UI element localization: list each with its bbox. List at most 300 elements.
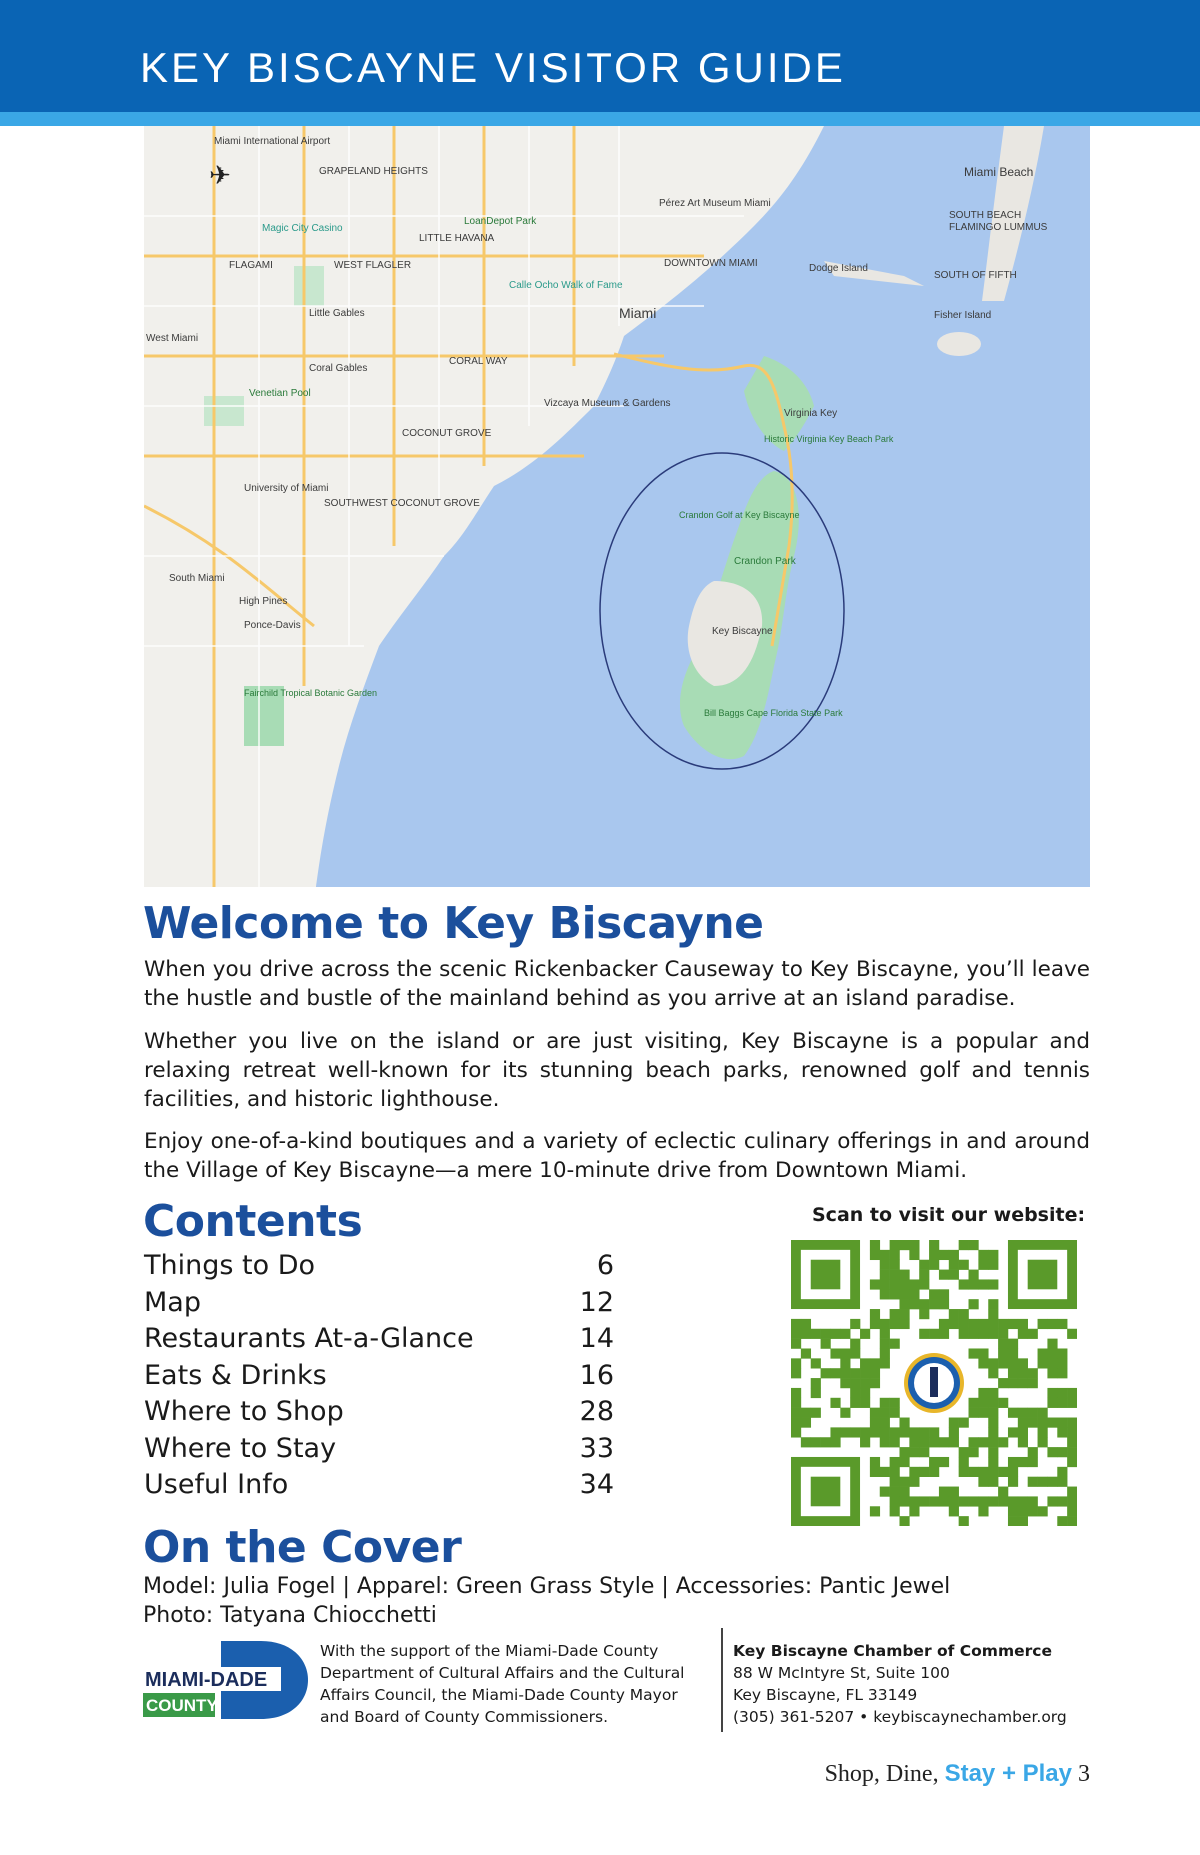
qr-module [1018,1368,1028,1378]
qr-module [821,1368,831,1378]
toc-row[interactable] [144,1396,614,1433]
qr-module [791,1339,801,1349]
qr-finder-pattern [1028,1260,1058,1290]
qr-module [929,1299,939,1309]
qr-module [909,1496,919,1506]
qr-module [959,1447,969,1457]
qr-module [969,1398,979,1408]
qr-module [1008,1358,1018,1368]
qr-module [899,1487,909,1497]
qr-module [1008,1506,1018,1516]
qr-module [850,1368,860,1378]
qr-module [1038,1418,1048,1428]
qr-module [1008,1319,1018,1329]
qr-module [860,1427,870,1437]
qr-module [949,1270,959,1280]
qr-module [988,1388,998,1398]
qr-module [988,1437,998,1447]
qr-module [870,1358,880,1368]
qr-module [1057,1358,1067,1368]
qr-module [988,1427,998,1437]
qr-module [880,1319,890,1329]
support-line: and Board of County Commissioners. [320,1708,609,1726]
chamber-address-1: 88 W McIntyre St, Suite 100 [733,1664,950,1682]
qr-module [1018,1329,1028,1339]
header-stripe [0,112,1200,126]
qr-module [899,1319,909,1329]
qr-module [1018,1516,1028,1526]
qr-module [959,1457,969,1467]
qr-module [978,1496,988,1506]
qr-module [1008,1457,1018,1467]
qr-module [899,1240,909,1250]
qr-finder-pattern [811,1477,841,1507]
qr-module [830,1437,840,1447]
qr-module [978,1329,988,1339]
footer-prefix: Shop, Dine, [824,1761,945,1787]
qr-module [830,1329,840,1339]
qr-module [1067,1398,1077,1408]
qr-module [988,1279,998,1289]
qr-module [850,1378,860,1388]
welcome-title: Welcome to Key Biscayne [143,898,764,949]
qr-module [791,1398,801,1408]
map-label-grapeland: GRAPELAND HEIGHTS [319,166,428,177]
qr-module [840,1358,850,1368]
toc-page: 6 [596,1250,614,1281]
footer-divider [721,1628,723,1732]
qr-module [1028,1477,1038,1487]
table-of-contents [144,1250,614,1506]
qr-module [791,1368,801,1378]
qr-module [919,1260,929,1270]
qr-module [998,1467,1008,1477]
map-label-magic-city: Magic City Casino [262,223,343,234]
qr-module [949,1250,959,1260]
qr-module [909,1447,919,1457]
qr-module [811,1437,821,1447]
qr-module [791,1329,801,1339]
qr-module [939,1270,949,1280]
qr-module [1008,1339,1018,1349]
toc-page: 28 [579,1396,614,1427]
qr-module [978,1398,988,1408]
qr-module [919,1437,929,1447]
qr-module [840,1378,850,1388]
map-label-vizcaya: Vizcaya Museum & Gardens [544,398,671,409]
qr-module [939,1299,949,1309]
qr-module [998,1378,1008,1388]
qr-module [1047,1319,1057,1329]
qr-module [1038,1477,1048,1487]
qr-module [899,1289,909,1299]
qr-module [801,1329,811,1339]
qr-module [969,1270,979,1280]
qr-module [1057,1418,1067,1428]
chamber-phone-website[interactable]: (305) 361-5207 • keybiscaynechamber.org [733,1708,1067,1726]
qr-module [988,1250,998,1260]
map-label-airport: Miami International Airport [214,136,331,147]
map-label-sw-coconut: SOUTHWEST COCONUT GROVE [324,498,480,509]
qr-module [850,1398,860,1408]
qr-module [1028,1418,1038,1428]
map-label-dodge: Dodge Island [809,263,868,274]
qr-module [909,1437,919,1447]
qr-module [1047,1477,1057,1487]
qr-module [988,1329,998,1339]
qr-module [880,1487,890,1497]
qr-module [998,1329,1008,1339]
qr-module [1028,1496,1038,1506]
toc-row[interactable] [144,1360,614,1397]
qr-module [919,1270,929,1280]
qr-module [870,1240,880,1250]
qr-module [959,1240,969,1250]
qr-module [919,1329,929,1339]
qr-module [1057,1477,1067,1487]
map-label-university: University of Miami [244,483,329,494]
qr-module [899,1477,909,1487]
qr-module [949,1506,959,1516]
qr-module [890,1487,900,1497]
qr-module [1028,1506,1038,1516]
qr-module [880,1260,890,1270]
qr-module [1028,1447,1038,1457]
support-line: Department of Cultural Affairs and the Cultural [320,1664,685,1682]
map-label-calle-ocho: Calle Ocho Walk of Fame [509,280,623,291]
qr-module [1018,1358,1028,1368]
qr-module [801,1319,811,1329]
qr-module [890,1319,900,1329]
qr-module [988,1477,998,1487]
qr-module [880,1408,890,1418]
qr-module [811,1329,821,1339]
qr-module [988,1299,998,1309]
qr-module [880,1348,890,1358]
qr-module [890,1309,900,1319]
qr-module [791,1358,801,1368]
qr-module [988,1467,998,1477]
toc-label: Useful Info [144,1469,289,1500]
qr-module [1067,1516,1077,1526]
qr-module [870,1378,880,1388]
qr-module [1008,1368,1018,1378]
qr-module [939,1487,949,1497]
qr-module [880,1467,890,1477]
qr-module [880,1437,890,1447]
qr-module [890,1240,900,1250]
qr-module [998,1319,1008,1329]
qr-module [899,1427,909,1437]
qr-module [969,1240,979,1250]
qr-module [909,1427,919,1437]
qr-module [969,1447,979,1457]
qr-module [840,1368,850,1378]
qr-module [1008,1408,1018,1418]
qr-module [959,1309,969,1319]
logo-text-bottom: COUNTY [146,1696,218,1715]
toc-label: Restaurants At-a-Glance [144,1323,474,1354]
qr-module [978,1348,988,1358]
qr-module [988,1418,998,1428]
qr-module [969,1299,979,1309]
chamber-name: Key Biscayne Chamber of Commerce [733,1642,1052,1660]
qr-module [978,1250,988,1260]
map-label-perez: Pérez Art Museum Miami [659,198,771,209]
qr-module [1008,1467,1018,1477]
qr-module [919,1467,929,1477]
qr-module [899,1457,909,1467]
qr-module [1028,1378,1038,1388]
qr-module [959,1279,969,1289]
map-label-south-miami: South Miami [169,573,225,584]
qr-module [899,1516,909,1526]
qr-module [860,1398,870,1408]
map-label-fisher: Fisher Island [934,310,992,321]
qr-module [969,1467,979,1477]
qr-module [978,1467,988,1477]
qr-module [978,1437,988,1447]
toc-label: Map [144,1286,201,1318]
toc-row[interactable] [144,1469,614,1506]
qr-module [929,1457,939,1467]
qr-module [919,1279,929,1289]
support-line: Affairs Council, the Miami-Dade County Mayor [320,1686,678,1704]
qr-module [830,1348,840,1358]
toc-row[interactable] [144,1287,614,1324]
website-qr-code[interactable] [791,1240,1077,1526]
welcome-paragraph-1: When you drive across the scenic Rickenbacker Causeway to Key Biscayne, you’ll leave the hustle and bustle of the mainland behind as you arrive at an island paradise. [144,957,1090,1011]
qr-module [811,1408,821,1418]
qr-module [1057,1427,1067,1437]
qr-module [929,1427,939,1437]
qr-module [959,1467,969,1477]
map-label-downtown: DOWNTOWN MIAMI [664,258,758,269]
qr-module [1067,1487,1077,1497]
qr-module [899,1279,909,1289]
qr-module [850,1319,860,1329]
map-label-key-biscayne: Key Biscayne [712,626,773,637]
qr-module [870,1279,880,1289]
qr-module [959,1329,969,1339]
qr-module [1038,1506,1048,1516]
qr-module [949,1309,959,1319]
map-label-coral-way: CORAL WAY [449,356,508,367]
qr-module [969,1348,979,1358]
qr-module [988,1457,998,1467]
qr-module [890,1260,900,1270]
qr-module [978,1388,988,1398]
qr-module [1067,1457,1077,1467]
qr-module [899,1496,909,1506]
toc-page: 33 [579,1432,614,1464]
qr-module [1018,1427,1028,1437]
qr-module [919,1496,929,1506]
qr-module [998,1348,1008,1358]
qr-module [870,1408,880,1418]
qr-module [988,1309,998,1319]
qr-module [939,1250,949,1260]
qr-module [1067,1427,1077,1437]
qr-module [801,1418,811,1428]
qr-module [870,1250,880,1260]
qr-module [899,1270,909,1280]
qr-module [880,1418,890,1428]
qr-module [880,1270,890,1280]
qr-module [890,1496,900,1506]
qr-module [988,1496,998,1506]
qr-module [1038,1427,1048,1437]
qr-module [919,1309,929,1319]
qr-module [1008,1496,1018,1506]
qr-module [988,1358,998,1368]
qr-module [840,1408,850,1418]
qr-module [1038,1319,1048,1329]
qr-module [860,1368,870,1378]
qr-module [899,1309,909,1319]
map-label-flamingo: FLAMINGO LUMMUS [949,222,1048,233]
logo-text-top: MIAMI-DADE [145,1669,268,1691]
map-label-crandon-golf: Crandon Golf at Key Biscayne [679,510,800,520]
qr-module [880,1427,890,1437]
map-label-coral-gables: Coral Gables [309,363,368,374]
qr-module [890,1398,900,1408]
qr-module [919,1427,929,1437]
qr-module [1018,1319,1028,1329]
qr-module [929,1467,939,1477]
qr-module [1067,1496,1077,1506]
qr-module [909,1506,919,1516]
qr-module [899,1447,909,1457]
qr-module [850,1388,860,1398]
toc-row[interactable] [144,1433,614,1470]
qr-module [949,1260,959,1270]
map-label-loandepot: LoanDepot Park [464,216,537,227]
qr-module [860,1358,870,1368]
qr-module [1028,1457,1038,1467]
qr-module [850,1427,860,1437]
qr-module [1038,1358,1048,1368]
qr-module [1008,1427,1018,1437]
qr-module [919,1299,929,1309]
qr-module [978,1260,988,1270]
map-label-west-miami: West Miami [146,333,199,344]
qr-caption: Scan to visit our website: [812,1204,1086,1226]
qr-module [1047,1348,1057,1358]
qr-module [1047,1398,1057,1408]
qr-module [1057,1388,1067,1398]
qr-module [860,1388,870,1398]
qr-module [909,1477,919,1487]
qr-module [1067,1437,1077,1447]
qr-module [929,1329,939,1339]
qr-module [909,1279,919,1289]
qr-module [929,1240,939,1250]
qr-module [1047,1339,1057,1349]
footer-brand: Stay + Play [944,1760,1072,1787]
qr-module [959,1418,969,1428]
qr-module [821,1329,831,1339]
qr-module [978,1408,988,1418]
qr-module [959,1260,969,1270]
map-label-crandon-park: Crandon Park [734,556,796,567]
qr-module [998,1358,1008,1368]
on-the-cover-title: On the Cover [143,1522,462,1573]
qr-module [821,1437,831,1447]
toc-page: 16 [579,1359,614,1391]
map-label-flagami: FLAGAMI [229,260,273,271]
qr-module [919,1447,929,1457]
qr-module [791,1388,801,1398]
qr-module [969,1437,979,1447]
qr-module [978,1358,988,1368]
qr-module [929,1437,939,1447]
qr-module [801,1408,811,1418]
qr-module [1047,1368,1057,1378]
qr-module [909,1289,919,1299]
qr-module [939,1457,949,1467]
qr-module [949,1319,959,1329]
qr-module [1018,1506,1028,1516]
qr-module [978,1477,988,1487]
toc-label: Things to Do [144,1250,316,1281]
toc-row[interactable] [144,1250,614,1287]
map-label-miami: Miami [619,305,657,321]
qr-module [909,1250,919,1260]
qr-module [890,1467,900,1477]
cover-credits: Model: Julia Fogel | Apparel: Green Grass Style | Accessories: Pantic Jewel [143,1574,951,1599]
qr-module [939,1329,949,1339]
qr-module [949,1487,959,1497]
qr-module [959,1496,969,1506]
qr-module [939,1437,949,1447]
qr-module [1047,1496,1057,1506]
map-label-little-havana: LITTLE HAVANA [419,233,495,244]
qr-module [899,1299,909,1309]
qr-module [1067,1506,1077,1516]
qr-module [840,1348,850,1358]
qr-module [998,1398,1008,1408]
qr-module [1067,1329,1077,1339]
qr-module [949,1418,959,1428]
qr-module [890,1339,900,1349]
contents-title: Contents [143,1196,363,1247]
qr-module [821,1339,831,1349]
qr-module [1038,1348,1048,1358]
qr-module [1008,1378,1018,1388]
map-label-venetian: Venetian Pool [249,388,311,399]
qr-module [939,1289,949,1299]
toc-page: 14 [579,1323,614,1354]
qr-module [1018,1457,1028,1467]
qr-module [791,1418,801,1428]
qr-module [890,1250,900,1260]
map-label-little-gables: Little Gables [309,308,365,319]
qr-module [929,1260,939,1270]
qr-module [1057,1516,1067,1526]
toc-row[interactable] [144,1323,614,1360]
map-label-virginia-park: Historic Virginia Key Beach Park [764,434,894,444]
qr-module [1067,1447,1077,1457]
welcome-paragraph-3: Enjoy one-of-a-kind boutiques and a variety of eclectic culinary offerings in and around the Village of Key Biscayne—a mere 10-minute drive from Downtown Miami. [144,1129,1090,1183]
qr-module [1047,1447,1057,1457]
qr-module [1067,1418,1077,1428]
toc-label: Where to Stay [144,1432,337,1464]
qr-module [1057,1368,1067,1378]
map-label-south-of-fifth: SOUTH OF FIFTH [934,270,1017,281]
qr-module [978,1279,988,1289]
qr-module [998,1339,1008,1349]
